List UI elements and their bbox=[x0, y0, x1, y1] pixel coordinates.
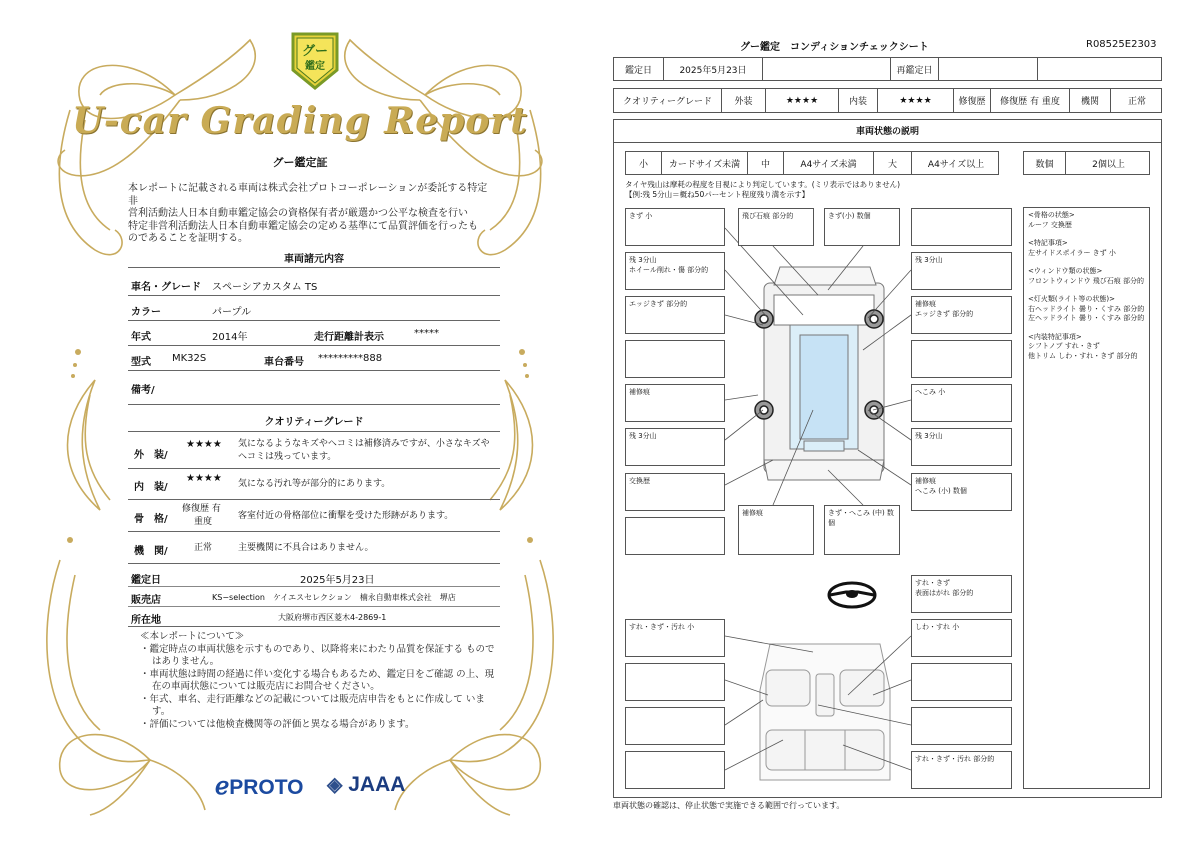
damage-box: 交換歴 bbox=[625, 473, 725, 511]
damage-box: しわ・すれ 小 bbox=[911, 619, 1012, 657]
damage-box bbox=[911, 208, 1012, 246]
quality-exterior-grade: ★★★★ bbox=[186, 439, 222, 450]
damage-box bbox=[911, 340, 1012, 378]
damage-box: 飛び石痕 部分的 bbox=[738, 208, 814, 246]
jaaa-logo: ◈ JAAA bbox=[327, 773, 406, 796]
specs-divider bbox=[128, 267, 500, 268]
redate-label: 再鑑定日 bbox=[891, 58, 939, 80]
legend-large: 大 bbox=[874, 152, 912, 174]
panel-line: <特記事項> bbox=[1028, 239, 1068, 247]
damage-line: 表面はがれ 部分的 bbox=[915, 589, 974, 597]
panel-gap bbox=[1028, 230, 1145, 239]
grade-engine-value: 正常 bbox=[1127, 97, 1146, 107]
spec-odo-label: 走行距離計表示 bbox=[314, 332, 384, 343]
date-blank bbox=[763, 58, 891, 80]
grade-engine-label: 機関 bbox=[1070, 89, 1111, 112]
quality-row-interior bbox=[128, 469, 500, 500]
panel-line: 左ヘッドライト 曇り・くすみ 部分的 bbox=[1028, 314, 1145, 322]
quality-divider bbox=[128, 431, 500, 432]
legend-mid: 中 bbox=[748, 152, 784, 174]
legend-small-desc: カードサイズ未満 bbox=[662, 152, 748, 174]
proto-logo-text: PROTO bbox=[229, 776, 304, 799]
date-row bbox=[613, 57, 1162, 81]
damage-box: 補修痕 bbox=[625, 384, 725, 422]
badge-line2: 鑑定 bbox=[305, 61, 325, 72]
tire-example: 【例:残 5分山＝概ね50パーセント程度残り満を示す】 bbox=[625, 190, 810, 199]
sheet-title: グー鑑定 コンディションチェックシート bbox=[740, 42, 929, 53]
spec-color-value: パープル bbox=[212, 307, 252, 318]
panel-line: 他トリム しわ・すれ・きず 部分的 bbox=[1028, 351, 1138, 360]
count-legend bbox=[1023, 151, 1150, 175]
panel-gap bbox=[1028, 324, 1145, 333]
panel-line: <灯火類(ライト等の状態)> bbox=[1028, 295, 1115, 303]
panel-gap bbox=[1028, 258, 1145, 267]
jaaa-logo-text: JAAA bbox=[348, 773, 406, 796]
grade-repair-value: 修復歴 有 重度 bbox=[991, 89, 1070, 112]
damage-box bbox=[625, 517, 725, 555]
panel-line: 左サイドスポイラー きず 小 bbox=[1028, 248, 1116, 257]
damage-box bbox=[911, 575, 1012, 613]
panel-line: <ウィンドウ類の状態> bbox=[1028, 267, 1103, 275]
spec-name-label: 車名・グレード bbox=[131, 282, 201, 293]
damage-line: 残 3分山 bbox=[629, 256, 657, 264]
quality-engine-desc: 主要機関に不具合はありません。 bbox=[238, 543, 374, 553]
quality-exterior-desc2: ヘコミは残っています。 bbox=[238, 452, 337, 462]
certificate-line: 本レポートに記載される車両は株式会社プロトコーポレーションが委託する特定非 bbox=[128, 183, 488, 207]
panel-line: フロントウィンドウ 飛び石痕 部分的 bbox=[1028, 276, 1145, 285]
damage-box: すれ・きず・汚れ 部分的 bbox=[911, 751, 1012, 789]
panel-line: 右ヘッドライト 曇り・くすみ 部分的 bbox=[1028, 304, 1145, 313]
dealer-label: 販売店 bbox=[131, 595, 161, 606]
damage-box bbox=[625, 340, 725, 378]
report-script-title: U-car Grading Report bbox=[72, 100, 528, 142]
sheet-id: R08525E2303 bbox=[1086, 39, 1157, 50]
spec-chassis-label: 車台番号 bbox=[264, 357, 304, 368]
spec-row-model bbox=[128, 346, 500, 371]
grade-exterior-label: 外装 bbox=[722, 89, 766, 112]
legend-large-desc: A4サイズ以上 bbox=[927, 159, 985, 170]
panel-line: <内装特記事項> bbox=[1028, 332, 1082, 341]
certificate-line: 営利活動法人日本自動車鑑定協会の資格保有者が厳選かつ公平な検査を行い bbox=[128, 208, 468, 219]
notes-item: ・車両状態は時間の経過に伴い変化する場合もあるため、鑑定日をご確認 の上、現在の車両状態については販売店にお問合せください。 bbox=[140, 668, 495, 692]
damage-box: きず 小 bbox=[625, 208, 725, 246]
grade-interior-label: 内装 bbox=[839, 89, 878, 112]
spec-color-label: カラー bbox=[131, 307, 161, 318]
spec-remarks-label: 備考/ bbox=[131, 385, 155, 396]
quality-engine-grade: 正常 bbox=[194, 543, 213, 553]
legend-mid-desc: A4サイズ未満 bbox=[784, 152, 874, 174]
steering-wheel-icon bbox=[826, 580, 878, 610]
spec-odo-value: ***** bbox=[414, 328, 439, 339]
spec-year-label: 年式 bbox=[131, 332, 151, 343]
spec-row-name bbox=[128, 271, 500, 296]
damage-box: 残 3分山 bbox=[911, 428, 1012, 466]
spec-model-value: MK32S bbox=[172, 353, 207, 364]
panel-gap bbox=[1028, 286, 1145, 295]
quality-section-title: クオリティーグレード bbox=[264, 417, 364, 428]
certificate-body bbox=[128, 183, 496, 246]
dealer-row bbox=[128, 587, 500, 607]
damage-line: 補修痕 bbox=[915, 477, 936, 485]
damage-box: 残 3分山 bbox=[625, 428, 725, 466]
goo-appraisal-badge bbox=[287, 30, 343, 92]
address-label: 所在地 bbox=[131, 615, 161, 626]
certificate-title: グー鑑定証 bbox=[272, 156, 328, 169]
quality-interior-desc: 気になる汚れ等が部分的にあります。 bbox=[238, 479, 391, 489]
damage-box bbox=[625, 751, 725, 789]
dealer-value: KS−selection ケイエスセレクション 楠永自動車株式会社 堺店 bbox=[212, 593, 456, 602]
spec-model-label: 型式 bbox=[131, 357, 151, 368]
quality-exterior-label: 外 装/ bbox=[134, 450, 168, 461]
damage-box bbox=[625, 663, 725, 701]
certificate-line: 特定非営利活動法人日本自動車鑑定協会の定める基準にて品質評価を行ったも bbox=[128, 220, 478, 232]
appraisal-date-label: 鑑定日 bbox=[131, 575, 161, 586]
sheet-footer: 車両状態の確認は、停止状態で実施できる範囲で行っています。 bbox=[613, 801, 845, 810]
state-title: 車両状態の説明 bbox=[613, 119, 1162, 143]
quality-row-frame bbox=[128, 500, 500, 532]
date-value: 2025年5月23日 bbox=[664, 58, 763, 80]
date-blank-2 bbox=[1038, 58, 1163, 80]
damage-box: きず(小) 数個 bbox=[824, 208, 900, 246]
size-legend bbox=[625, 151, 999, 175]
quality-row-engine bbox=[128, 532, 500, 564]
redate-value bbox=[939, 58, 1038, 80]
damage-line: すれ・きず bbox=[915, 579, 950, 587]
badge-line1: グー bbox=[301, 44, 329, 59]
spec-chassis-value: *********888 bbox=[318, 353, 383, 364]
spec-year-value: 2014年 bbox=[212, 332, 248, 343]
address-row bbox=[128, 607, 500, 627]
specs-section-title: 車両諸元内容 bbox=[284, 254, 344, 265]
damage-box: 残 3分山 bbox=[911, 252, 1012, 290]
damage-line: エッジきず 部分的 bbox=[915, 310, 974, 318]
damage-box: へこみ 小 bbox=[911, 384, 1012, 422]
panel-line: <骨格の状態> bbox=[1028, 211, 1075, 219]
address-value: 大阪府堺市西区菱木4-2869-1 bbox=[278, 613, 387, 622]
grade-repair-label: 修復歴 bbox=[954, 89, 991, 112]
damage-box: 補修痕 bbox=[738, 505, 814, 555]
quality-exterior-desc1: 気になるようなキズやヘコミは補修済みですが、小さなキズや bbox=[238, 439, 490, 449]
condition-notes-panel bbox=[1023, 207, 1150, 789]
grade-interior-value: ★★★★ bbox=[878, 89, 954, 112]
grade-exterior-value: ★★★★ bbox=[766, 89, 839, 112]
damage-box bbox=[625, 707, 725, 745]
legend-count-desc: 2個以上 bbox=[1092, 159, 1125, 170]
quality-row-exterior bbox=[128, 433, 500, 469]
damage-box bbox=[911, 473, 1012, 511]
quality-frame-grade2: 重度 bbox=[194, 517, 213, 527]
panel-line: ルーフ 交換歴 bbox=[1028, 220, 1072, 229]
date-label: 鑑定日 bbox=[614, 58, 664, 80]
report-notes bbox=[140, 631, 496, 731]
quality-engine-label: 機 関/ bbox=[134, 546, 168, 557]
legend-count: 数個 bbox=[1024, 152, 1066, 174]
panel-line: シフトノブ すれ・きず bbox=[1028, 342, 1100, 350]
spec-row-year bbox=[128, 321, 500, 346]
damage-box bbox=[625, 252, 725, 290]
grade-row bbox=[613, 88, 1162, 113]
proto-logo: ℯPROTO bbox=[215, 773, 304, 800]
damage-line: ホイール削れ・傷 部分的 bbox=[629, 266, 709, 274]
damage-box: エッジきず 部分的 bbox=[625, 296, 725, 334]
appraisal-date-row bbox=[128, 567, 500, 587]
damage-line: へこみ (小) 数個 bbox=[915, 487, 967, 495]
damage-box bbox=[911, 663, 1012, 701]
spec-row-remarks bbox=[128, 371, 500, 405]
notes-item: ・鑑定時点の車両状態を示すものであり、以降将来にわたり品質を保証する ものではありません。 bbox=[140, 643, 495, 667]
spec-row-color bbox=[128, 296, 500, 321]
appraisal-date-value: 2025年5月23日 bbox=[300, 575, 375, 586]
grade-quality-label: クオリティーグレード bbox=[614, 89, 722, 112]
notes-title: ≪本レポートについて≫ bbox=[140, 631, 245, 642]
damage-box: きず・へこみ (中) 数個 bbox=[824, 505, 900, 555]
quality-interior-grade: ★★★★ bbox=[186, 473, 222, 484]
certificate-line: のであることを証明する。 bbox=[128, 233, 248, 244]
damage-box: すれ・きず・汚れ 小 bbox=[625, 619, 725, 657]
notes-item: ・年式、車名、走行距離などの記載については販売店申告をもとに作成して います。 bbox=[140, 693, 485, 717]
spec-name-value: スペーシアカスタム TS bbox=[212, 282, 318, 293]
quality-frame-grade: 修復歴 有 bbox=[182, 504, 221, 514]
tire-note: タイヤ残山は摩耗の程度を目視により判定しています。(ミリ表示ではありません) bbox=[625, 180, 901, 189]
damage-box bbox=[911, 707, 1012, 745]
damage-box bbox=[911, 296, 1012, 334]
legend-small: 小 bbox=[626, 152, 662, 174]
quality-frame-label: 骨 格/ bbox=[134, 514, 168, 525]
quality-interior-label: 内 装/ bbox=[134, 482, 168, 493]
damage-line: 補修痕 bbox=[915, 300, 936, 308]
notes-item: ・評価については他検査機関等の評価と異なる場合があります。 bbox=[140, 718, 415, 730]
quality-frame-desc: 客室付近の骨格部位に衝撃を受けた形跡があります。 bbox=[238, 511, 454, 521]
